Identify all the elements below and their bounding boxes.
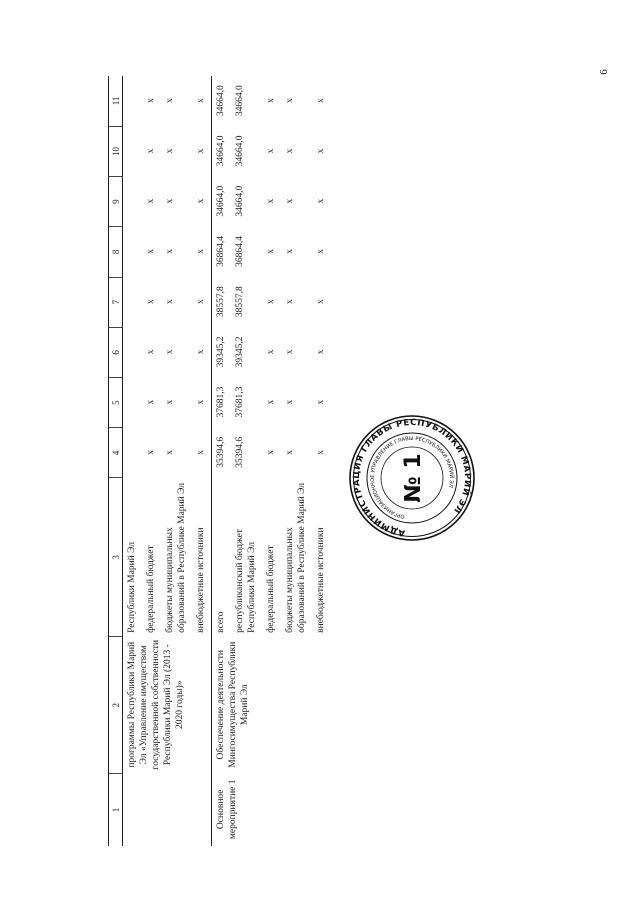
value-cell: 36864,4 <box>212 227 232 277</box>
value-cell: 35394,6 <box>212 428 232 478</box>
value-cell: 36864,4 <box>235 235 245 267</box>
value-cell: x <box>316 399 326 405</box>
seal-number: № 1 <box>401 453 426 503</box>
value-cell: x <box>266 198 276 204</box>
value-cell: x <box>165 249 175 254</box>
value-cell: x <box>316 198 326 204</box>
activity-title-cell: Обеспечение деятельности Мингосимущества Республики Марий Эл <box>212 637 332 774</box>
value-cell: x <box>196 399 206 405</box>
value-cell: x <box>196 148 206 154</box>
value-cell: x <box>146 399 156 405</box>
value-cell: x <box>196 449 206 455</box>
value-cell: 34664,0 <box>235 135 245 167</box>
column-number: 2 <box>109 637 123 774</box>
value-cell: x <box>316 98 326 104</box>
value-cell: 37681,3 <box>212 377 232 427</box>
value-cell: 34664,0 <box>235 185 245 217</box>
value-cell: 35394,6 <box>235 436 245 468</box>
value-cell <box>123 177 143 227</box>
value-cell: x <box>285 299 295 305</box>
value-cell <box>123 428 143 478</box>
value-cell: x <box>285 349 295 355</box>
value-cell: x <box>266 148 276 154</box>
value-cell: x <box>146 98 156 104</box>
value-cell: x <box>285 98 295 104</box>
value-cell: 37681,3 <box>235 386 245 418</box>
funding-source: внебюджетные источники <box>316 527 326 633</box>
value-cell <box>123 227 143 277</box>
value-cell: x <box>196 299 206 305</box>
empty-cell <box>123 774 212 846</box>
column-number: 11 <box>109 76 123 126</box>
value-cell: 39345,2 <box>235 336 245 368</box>
budget-table <box>108 76 331 846</box>
value-cell <box>123 277 143 327</box>
value-cell: x <box>146 449 156 455</box>
value-cell: x <box>165 148 175 154</box>
column-number: 7 <box>109 277 123 327</box>
value-cell <box>123 377 143 427</box>
value-cell: x <box>266 399 276 405</box>
column-number: 1 <box>109 774 123 846</box>
value-cell: x <box>316 299 326 305</box>
official-seal-stamp <box>347 413 477 543</box>
value-cell: x <box>196 349 206 355</box>
column-number: 9 <box>109 177 123 227</box>
seal-outer-text: АДМИНИСТРАЦИЯ ГЛАВЫ РЕСПУБЛИКИ МАРИЙ ЭЛ <box>351 417 473 538</box>
value-cell: x <box>316 349 326 355</box>
value-cell: 34664,0 <box>235 85 245 117</box>
seal-inner-text: ОРГАНИЗАЦИОННОЕ УПРАВЛЕНИЕ ГЛАВЫ РЕСПУБЛИКИ МАРИЙ ЭЛ <box>369 435 455 520</box>
value-cell <box>123 126 143 176</box>
funding-source: бюджеты муниципальных образований в Республике Марий Эл <box>285 483 307 633</box>
value-cell: 34664,0 <box>212 177 232 227</box>
activity-label-cell: Основное мероприятие 1 <box>212 774 332 846</box>
value-cell: x <box>285 198 295 204</box>
column-number: 6 <box>109 327 123 377</box>
funding-source: внебюджетные источники <box>196 527 206 633</box>
value-cell: x <box>266 449 276 455</box>
column-number-row <box>109 76 123 846</box>
value-cell: x <box>285 249 295 254</box>
value-cell: x <box>316 249 326 254</box>
value-cell: x <box>146 349 156 355</box>
column-number: 10 <box>109 126 123 176</box>
value-cell: x <box>146 148 156 154</box>
value-cell: 38557,8 <box>235 286 245 318</box>
value-cell: x <box>146 198 156 204</box>
value-cell: 34664,0 <box>212 126 232 176</box>
value-cell: x <box>266 249 276 254</box>
column-number: 3 <box>109 478 123 637</box>
funding-source: бюджеты муниципальных образований в Республике Марий Эл <box>165 483 187 633</box>
value-cell: 38557,8 <box>212 277 232 327</box>
table-row <box>123 76 143 846</box>
value-cell: x <box>316 449 326 455</box>
value-cell: x <box>196 249 206 254</box>
value-cell: x <box>285 148 295 154</box>
value-cell: x <box>266 299 276 305</box>
column-number: 5 <box>109 377 123 427</box>
value-cell: x <box>165 349 175 355</box>
value-cell: x <box>285 449 295 455</box>
page-number: 6 <box>597 69 610 75</box>
value-cell: x <box>266 98 276 104</box>
value-cell: x <box>165 198 175 204</box>
value-cell: x <box>146 299 156 305</box>
value-cell <box>123 76 143 126</box>
value-cell: x <box>285 399 295 405</box>
funding-source: федеральный бюджет <box>266 545 276 633</box>
value-cell: x <box>165 98 175 104</box>
value-cell: x <box>165 299 175 305</box>
value-cell: 39345,2 <box>212 327 232 377</box>
value-cell <box>123 327 143 377</box>
value-cell: x <box>146 249 156 254</box>
program-title-cell: программы Республики Марий Эл «Управление имуществом государственной собственности Республики Марий Эл (2013 - 2020 годы)» <box>127 639 185 770</box>
funding-source: всего <box>212 478 232 637</box>
value-cell: 34664,0 <box>212 76 232 126</box>
value-cell: x <box>316 148 326 154</box>
column-number: 4 <box>109 428 123 478</box>
funding-source: Республики Марий Эл <box>127 541 137 633</box>
value-cell: x <box>266 349 276 355</box>
value-cell: x <box>196 198 206 204</box>
value-cell: x <box>196 98 206 104</box>
table-row <box>212 76 232 846</box>
column-number: 8 <box>109 227 123 277</box>
value-cell: x <box>165 449 175 455</box>
funding-source: республиканский бюджет Республики Марий Эл <box>235 529 257 633</box>
value-cell: x <box>165 399 175 405</box>
budget-table-sheet <box>108 76 358 846</box>
funding-source: федеральный бюджет <box>146 545 156 633</box>
